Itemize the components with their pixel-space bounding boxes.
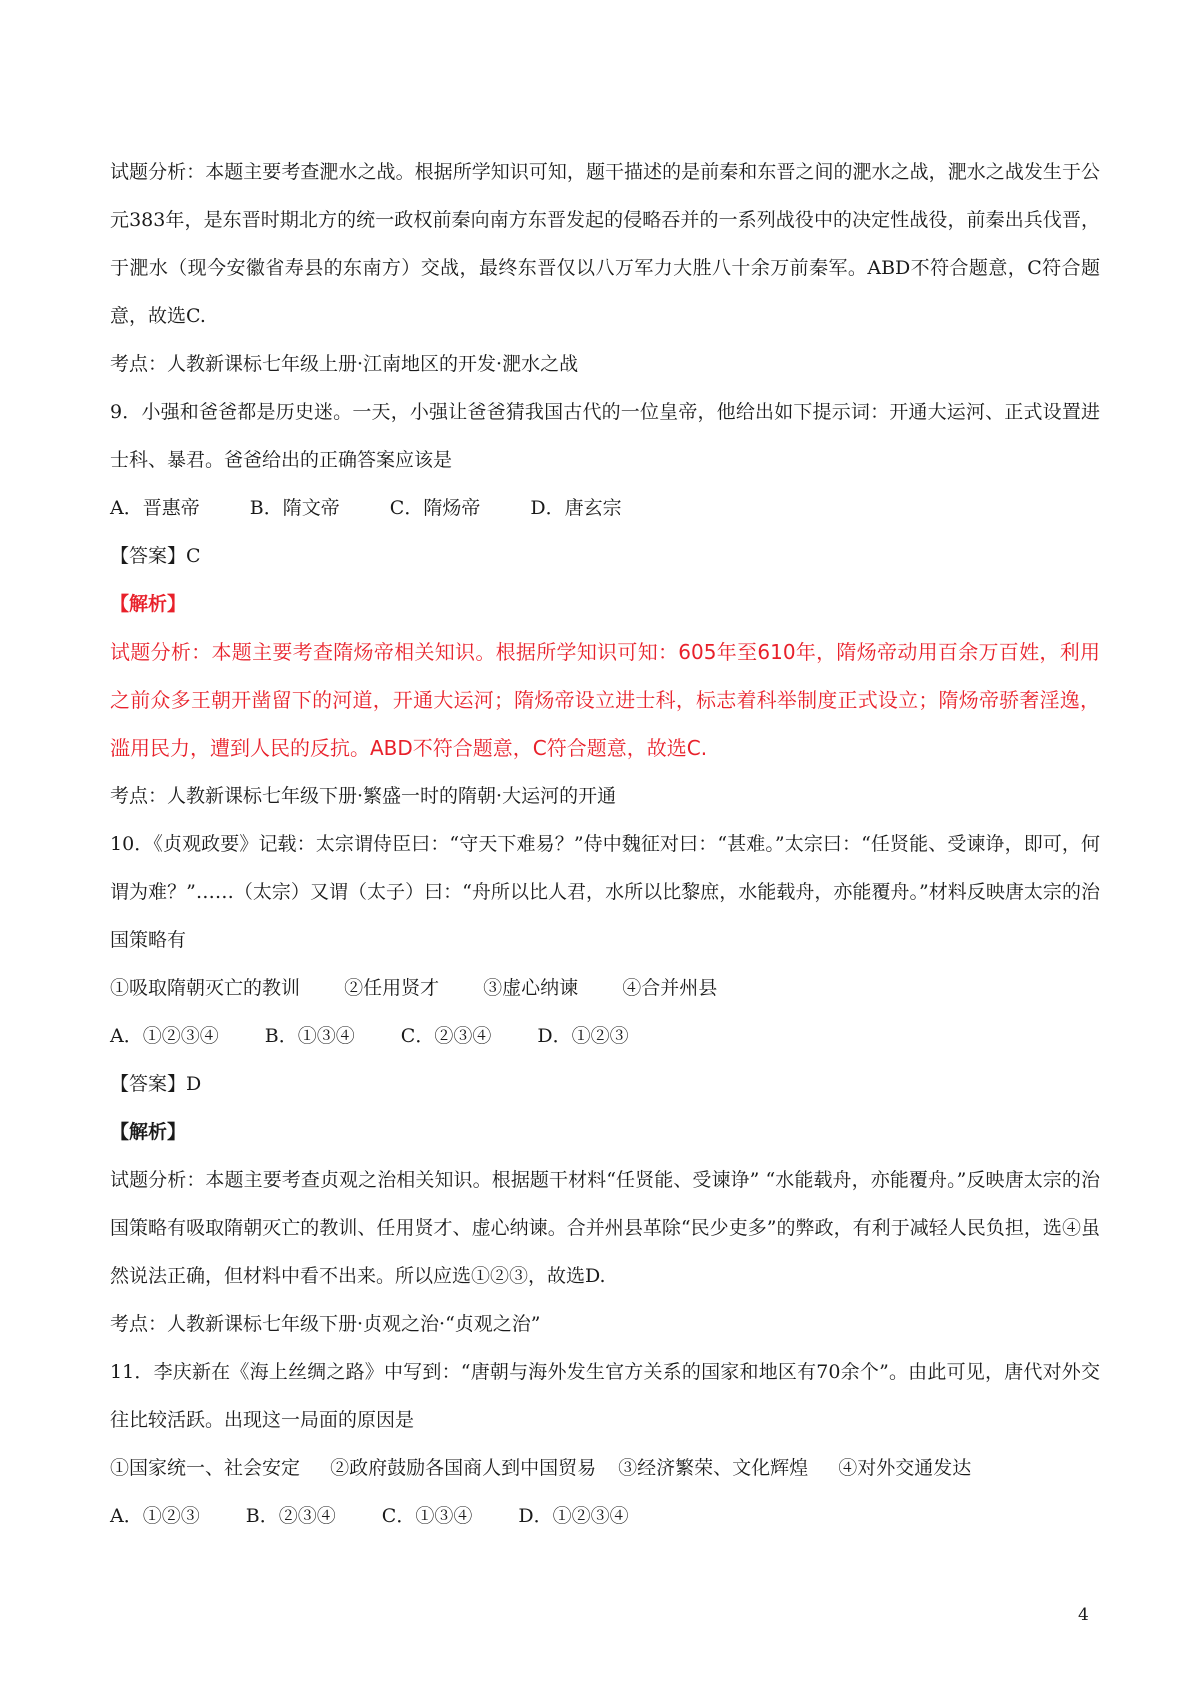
q9-option-c: C．隋炀帝 [389, 497, 481, 519]
q11-items [110, 1444, 1100, 1492]
q11-item-2: ②政府鼓励各国商人到中国贸易 [330, 1457, 597, 1479]
q11-option-a: A．①②③ [110, 1505, 200, 1527]
q11-stem: 11．李庆新在《海上丝绸之路》中写到：“唐朝与海外发生官方关系的国家和地区有70余个”。由此可见，唐代对外交往比较活跃。出现这一局面的原因是 [110, 1361, 1100, 1431]
q9-option-b: B．隋文帝 [249, 497, 340, 519]
q8-analysis: 试题分析：本题主要考查淝水之战。根据所学知识可知，题干描述的是前秦和东晋之间的淝水之战，淝水之战发生于公元383年，是东晋时期北方的统一政权前秦向南方东晋发起的侵略吞并的一系列战役中的决定性战役，前秦出兵伐晋，于淝水（现今安徽省寿县的东南方）交战，最终东晋仅以八万军力大胜八十余万前秦军。ABD不符合题意，C符合题意，故选C. [110, 161, 1100, 327]
q11-item-4: ④对外交通发达 [838, 1457, 972, 1479]
q9-analysis: 试题分析：本题主要考查隋炀帝相关知识。根据所学知识可知：605年至610年，隋炀帝动用百余万百姓，利用之前众多王朝开凿留下的河道，开通大运河；隋炀帝设立进士科，标志着科举制度正式设立；隋炀帝骄奢淫逸，滥用民力，遭到人民的反抗。ABD不符合题意，C符合题意，故选C. [110, 640, 1100, 760]
q9-options [110, 484, 1100, 532]
q10-stem: 10．《贞观政要》记载：太宗谓侍臣曰：“守天下难易？”侍中魏征对曰：“甚难。”太宗曰：“任贤能、受谏诤，即可，何谓为难？”……（太宗）又谓（太子）曰：“舟所以比人君，水所以比黎庶，水能载舟，亦能覆舟。”材料反映唐太宗的治国策略有 [110, 833, 1100, 951]
q9-option-d: D．唐玄宗 [530, 497, 622, 519]
q10-item-4: ④合并州县 [622, 977, 718, 999]
q10-option-c: C．②③④ [400, 1025, 492, 1047]
q10-answer: 【答案】D [110, 1073, 202, 1095]
q11-option-c: C．①③④ [381, 1505, 473, 1527]
q10-items [110, 964, 1100, 1012]
q10-analysis: 试题分析：本题主要考查贞观之治相关知识。根据题干材料“任贤能、受谏诤” “水能载舟，亦能覆舟。”反映唐太宗的治国策略有吸取隋朝灭亡的教训、任用贤才、虚心纳谏。合并州县革除“民少吏多”的弊政，有利于减轻人民负担，选④虽然说法正确，但材料中看不出来。所以应选①②③，故选D. [110, 1169, 1100, 1287]
q10-option-d: D．①②③ [537, 1025, 629, 1047]
q10-item-1: ①吸取隋朝灭亡的教训 [110, 977, 301, 999]
q11-options [110, 1492, 1100, 1540]
q10-item-3: ③虚心纳谏 [483, 977, 579, 999]
q10-options [110, 1012, 1100, 1060]
q11-option-d: D．①②③④ [518, 1505, 629, 1527]
q8-point: 考点：人教新课标七年级上册·江南地区的开发·淝水之战 [110, 353, 579, 375]
q10-option-b: B．①③④ [264, 1025, 355, 1047]
q9-point: 考点：人教新课标七年级下册·繁盛一时的隋朝·大运河的开通 [110, 785, 617, 807]
q11-item-3: ③经济繁荣、文化辉煌 [618, 1457, 809, 1479]
q11-item-1: ①国家统一、社会安定 [110, 1457, 301, 1479]
q11-option-b: B．②③④ [245, 1505, 336, 1527]
q10-option-a: A．①②③④ [110, 1025, 219, 1047]
q10-analysis-tag: 【解析】 [110, 1121, 187, 1143]
q10-item-2: ②任用贤才 [344, 977, 440, 999]
q9-stem: 9．小强和爸爸都是历史迷。一天，小强让爸爸猜我国古代的一位皇帝，他给出如下提示词：开通大运河、正式设置进士科、暴君。爸爸给出的正确答案应该是 [110, 401, 1100, 471]
q10-point: 考点：人教新课标七年级下册·贞观之治·“贞观之治” [110, 1313, 541, 1335]
q9-analysis-tag: 【解析】 [110, 593, 187, 615]
page-number: 4 [1078, 1605, 1089, 1625]
q9-option-a: A．晋惠帝 [110, 497, 200, 519]
q9-answer: 【答案】C [110, 545, 201, 567]
page-content [110, 148, 1100, 1540]
